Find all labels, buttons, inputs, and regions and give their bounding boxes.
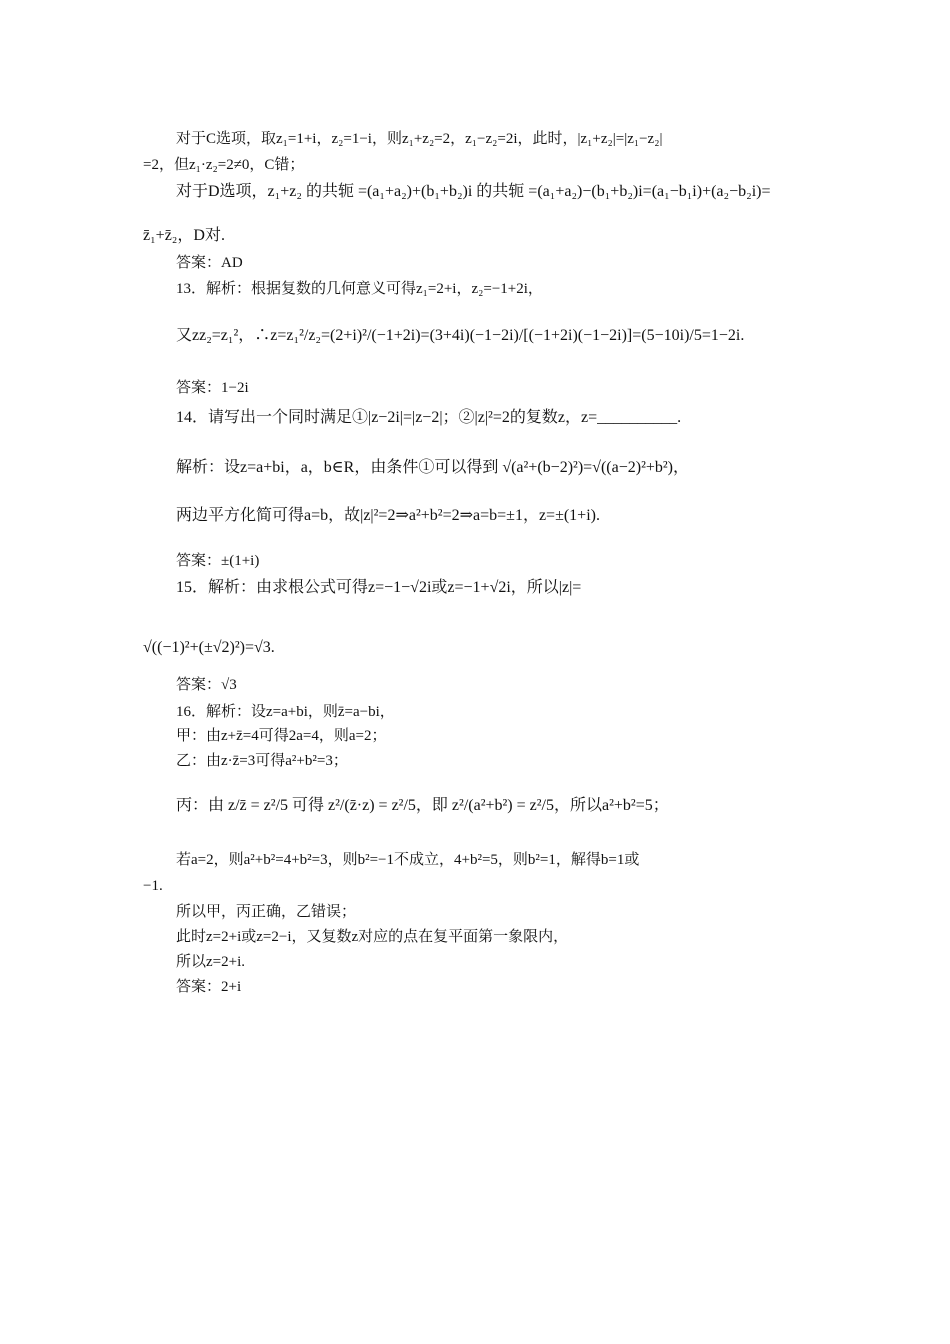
- text-line-q16-jia: 甲：由z+z̄=4可得2a=4，则a=2；: [176, 728, 387, 744]
- text-line-q16-case-cont: −1.: [143, 878, 163, 894]
- text-line-option-c: 对于C选项，取z₁=1+i，z₂=1−i，则z₁+z₂=2，z₁−z₂=2i，此时，|z₁+z₂|=|z₁−z₂|: [176, 131, 663, 147]
- text-line-q16-case: 若a=2，则a²+b²=4+b²=3，则b²=−1不成立，4+b²=5，则b²=1，解得b=1或: [176, 852, 640, 868]
- question-14: 14．请写出一个同时满足①|z−2i|=|z−2|；②|z|²=2的复数z，z=__________.: [176, 409, 682, 426]
- answer-16: 答案：2+i: [176, 979, 242, 995]
- answer-12: 答案：AD: [176, 255, 243, 271]
- text-line-q14-solution: 解析：设z=a+bi，a，b∈R，由条件①可以得到 √(a²+(b−2)²)=√((a−2)²+b²)，: [176, 459, 690, 476]
- text-line-option-d: 对于D选项，z₁+z₂ 的共轭 =(a₁+a₂)+(b₁+b₂)i 的共轭 =(a₁+a₂)−(b₁+b₂)i=(a₁−b₁i)+(a₂−b₂i)=: [176, 183, 771, 200]
- text-line-q13: 13．解析：根据复数的几何意义可得z₁=2+i，z₂=−1+2i，: [176, 281, 543, 297]
- text-line-q16: 16．解析：设z=a+bi，则z̄=a−bi，: [176, 704, 395, 720]
- text-line-q15: 15．解析：由求根公式可得z=−1−√2i或z=−1+√2i，所以|z|=: [176, 579, 582, 596]
- text-line-q16-roots: 此时z=2+i或z=2−i，又复数z对应的点在复平面第一象限内，: [176, 929, 569, 945]
- text-line-q16-conclusion: 所以甲，丙正确，乙错误；: [176, 904, 357, 920]
- answer-13: 答案：1−2i: [176, 380, 249, 396]
- text-line-q16-bing: 丙：由 z/z̄ = z²/5 可得 z²/(z̄·z) = z²/5，即 z²/(a²+b²) = z²/5，所以a²+b²=5；: [176, 797, 669, 814]
- answer-15: 答案：√3: [176, 677, 237, 693]
- text-line-option-c-cont: =2，但z₁·z₂=2≠0，C错；: [143, 157, 305, 173]
- text-line-q16-result: 所以z=2+i.: [176, 954, 245, 970]
- answer-14: 答案：±(1+i): [176, 553, 260, 569]
- text-line-q16-yi: 乙：由z·z̄=3可得a²+b²=3；: [176, 753, 348, 769]
- text-line-q15-cont: √((−1)²+(±√2)²)=√3.: [143, 639, 275, 656]
- text-line-q14-derivation: 两边平方化简可得a=b，故|z|²=2⇒a²+b²=2⇒a=b=±1，z=±(1+i).: [176, 507, 600, 524]
- equation-q13: 又zz₂=z₁²，∴z=z₁²/z₂=(2+i)²/(−1+2i)=(3+4i)(−1−2i)/[(−1+2i)(−1−2i)]=(5−10i)/5=1−2i.: [176, 327, 745, 344]
- text-line-option-d-cont: z̄₁+z̄₂，D对.: [143, 227, 225, 244]
